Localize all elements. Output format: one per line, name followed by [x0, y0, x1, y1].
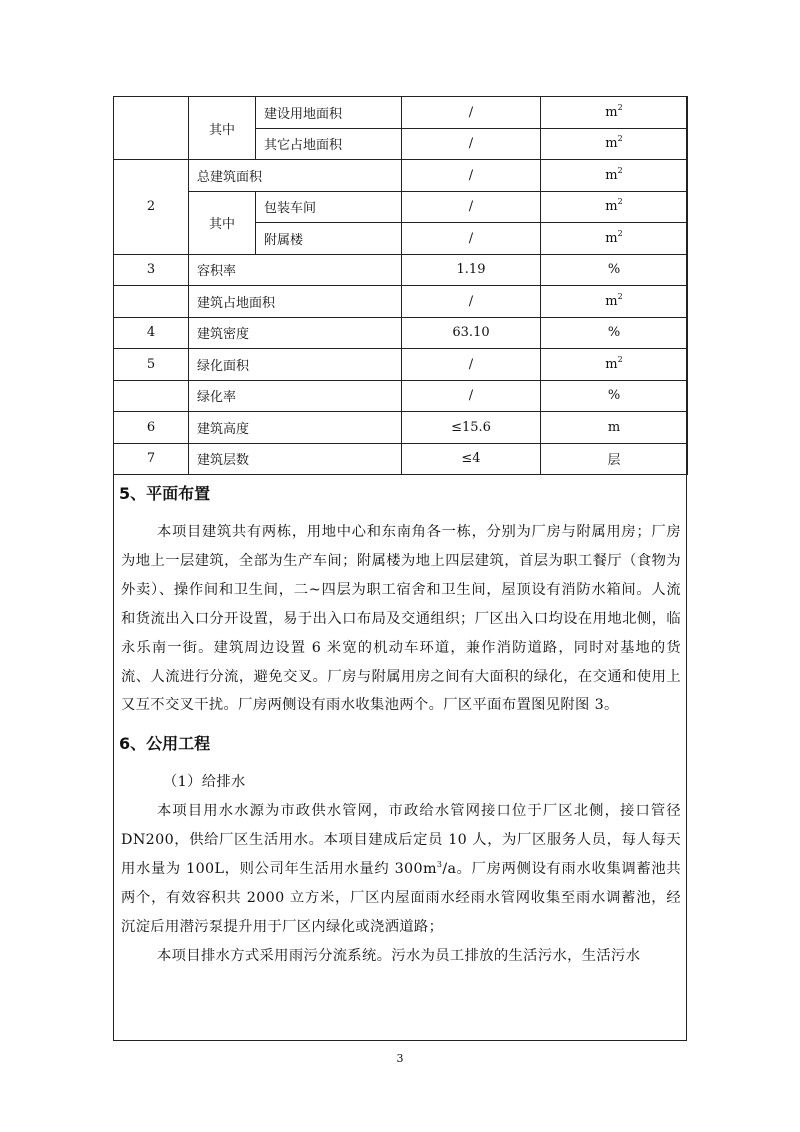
group-label: 其中 — [189, 191, 256, 254]
item-label: 建筑层数 — [189, 443, 402, 475]
item-value: / — [402, 286, 541, 318]
section-6-heading: 6、公用工程 — [119, 734, 211, 754]
table-row — [114, 254, 688, 286]
item-unit: 层 — [541, 443, 688, 475]
item-value: / — [402, 191, 541, 223]
item-label: 附属楼 — [256, 223, 402, 255]
table-row — [114, 349, 688, 381]
item-value: ≤4 — [402, 443, 541, 475]
table-row — [114, 286, 688, 318]
item-unit: $m^2$ — [541, 128, 688, 160]
item-label: 建设用地面积 — [256, 97, 402, 129]
row-number — [114, 380, 189, 412]
item-label: 建筑密度 — [189, 317, 402, 349]
item-value: ≤15.6 — [402, 412, 541, 444]
item-unit: $m^2$ — [541, 97, 688, 129]
indicator-table — [113, 96, 688, 475]
item-value: / — [402, 160, 541, 192]
item-label: 绿化率 — [189, 380, 402, 412]
item-value: / — [402, 349, 541, 381]
group-label: 其中 — [189, 97, 256, 160]
table-row — [114, 97, 688, 129]
item-unit: $m^2$ — [541, 223, 688, 255]
item-label: 建筑高度 — [189, 412, 402, 444]
item-value: / — [402, 97, 541, 129]
item-label: 建筑占地面积 — [189, 286, 402, 318]
item-unit: % — [541, 317, 688, 349]
drainage-paragraph: 本项目排水方式采用雨污分流系统。污水为员工排放的生活污水，生活污水 — [157, 947, 641, 964]
row-number: 2 — [114, 160, 189, 255]
item-unit: $m^2$ — [541, 160, 688, 192]
table-row — [114, 317, 688, 349]
item-unit: m — [541, 412, 688, 444]
item-value: / — [402, 223, 541, 255]
item-label: 包装车间 — [256, 191, 402, 223]
item-value: / — [402, 128, 541, 160]
table-row — [114, 380, 688, 412]
item-unit: % — [541, 254, 688, 286]
item-label: 绿化面积 — [189, 349, 402, 381]
subsection-water-heading: （1）给排水 — [163, 774, 246, 791]
row-number — [114, 286, 189, 318]
item-value: 63.10 — [402, 317, 541, 349]
item-label: 容积率 — [189, 254, 402, 286]
section-5-paragraph: 本项目建筑共有两栋，用地中心和东南角各一栋，分别为厂房与附属用房；厂房为地上一层建筑，全部为生产车间；附属楼为地上四层建筑，首层为职工餐厅（食物为外卖）、操作间和卫生间，二~四层为职工宿舍和卫生间，屋顶设有消防水箱间。人流和货流出入口分开设置，易于出入口布局及交通组织；厂区出入口均设在用地北侧，临永乐南一街。建筑周边设置 6 米宽的机动车环道，兼作消防道路，同时对基地的货流、人流进行分流，避免交叉。厂房与附属用房之间有大面积的绿化，在交通和使用上又互不交叉干扰。厂房两侧设有雨水收集池两个。厂区平面布置图见附图 3。 — [121, 524, 681, 714]
item-label: 其它占地面积 — [256, 128, 402, 160]
row-number: 4 — [114, 317, 189, 349]
table-row — [114, 160, 688, 192]
item-unit: % — [541, 380, 688, 412]
table-row — [114, 191, 688, 223]
row-number — [114, 97, 189, 160]
item-value: / — [402, 380, 541, 412]
item-unit: $m^2$ — [541, 286, 688, 318]
item-unit: $m^2$ — [541, 349, 688, 381]
page-number: 3 — [396, 1052, 404, 1065]
row-number: 5 — [114, 349, 189, 381]
item-label: 总建筑面积 — [189, 160, 402, 192]
document-body — [113, 470, 687, 971]
section-5-heading: 5、平面布置 — [119, 484, 211, 503]
row-number: 7 — [114, 443, 189, 475]
row-number: 6 — [114, 412, 189, 444]
water-supply-paragraph: 本项目用水水源为市政供水管网，市政给水管网接口位于厂区北侧，接口管径 DN200，供给厂区生活用水。本项目建成后定员 10 人，为厂区服务人员，每人每天用水量为 100L，则公司年生活用水量约 $300m^3/a$。厂房两侧设有雨水收集调蓄池共两个，有效容积共 2000 立方米，厂区内屋面雨水经雨水管网收集至雨水调蓄池，经沉淀后用潜污泵提升用于厂区内绿化或浇洒道路； — [121, 803, 681, 935]
item-value: 1.19 — [402, 254, 541, 286]
table-row — [114, 412, 688, 444]
row-number: 3 — [114, 254, 189, 286]
item-unit: $m^2$ — [541, 191, 688, 223]
